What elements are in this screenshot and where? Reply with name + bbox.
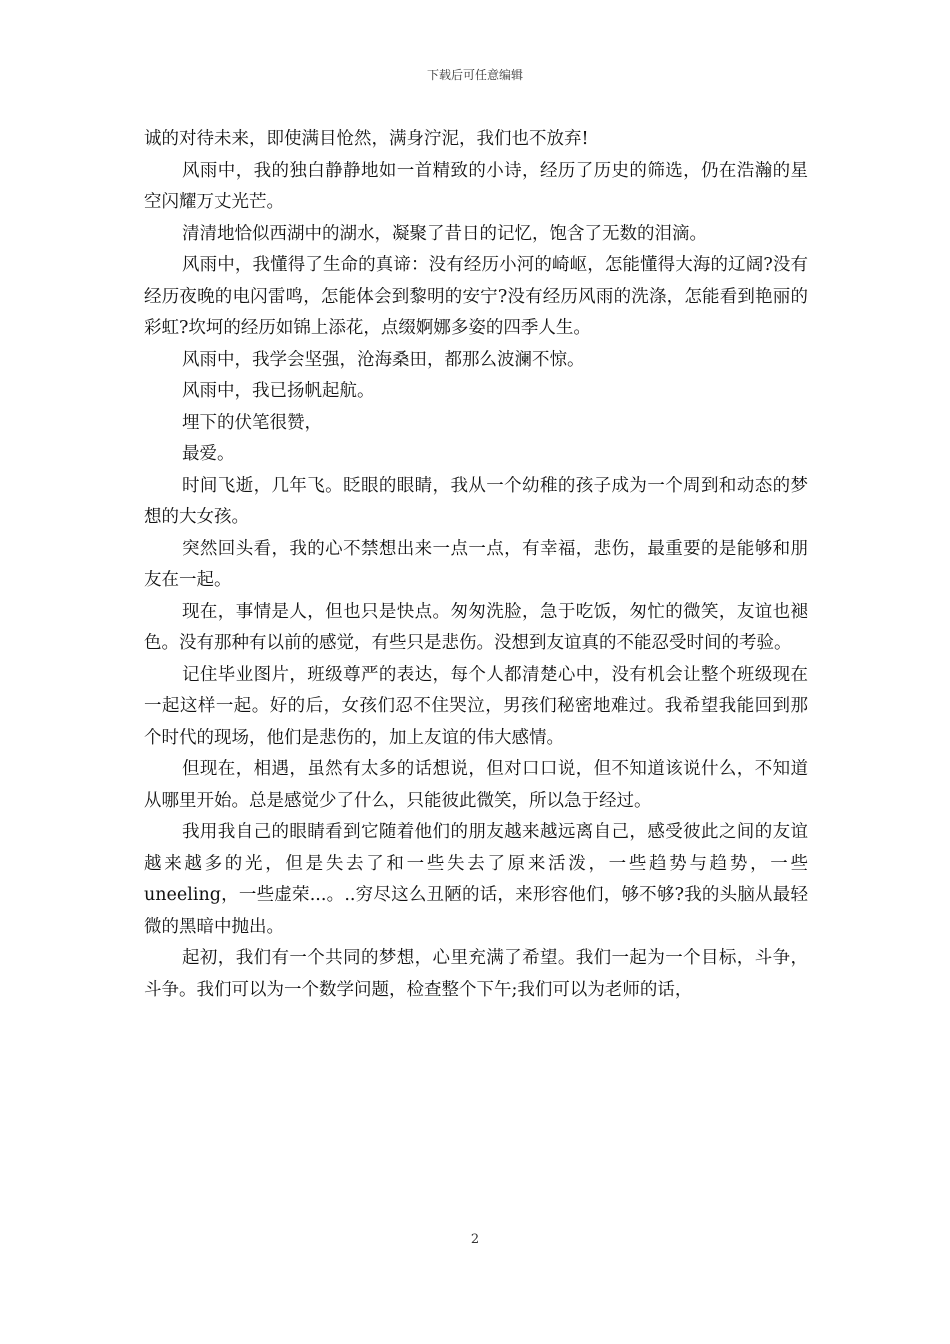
paragraph: 风雨中，我的独白静静地如一首精致的小诗，经历了历史的筛选，仍在浩瀚的星空闪耀万丈光芒。 (144, 160, 808, 212)
paragraph: 诚的对待未来，即使满目怆然，满身泞泥，我们也不放弃! (144, 129, 589, 149)
paragraph: 清清地恰似西湖中的湖水，凝聚了昔日的记忆，饱含了无数的泪滴。 (182, 223, 707, 244)
page-number: 2 (470, 1232, 480, 1247)
paragraph: 突然回头看，我的心不禁想出来一点一点，有幸福，悲伤，最重要的是能够和朋友在一起。 (144, 538, 808, 590)
paragraph: 现在，事情是人，但也只是快点。匆匆洗脸，急于吃饭，匆忙的微笑，友谊也褪色。没有那种有以前的感觉，有些只是悲伤。没想到友谊真的不能忍受时间的考验。 (144, 601, 808, 653)
paragraph: 风雨中，我已扬帆起航。 (182, 381, 375, 401)
paragraph: 风雨中，我懂得了生命的真谛：没有经历小河的崎岖，怎能懂得大海的辽阔?没有经历夜晚的电闪雷鸣，怎能体会到黎明的安宁?没有经历风雨的洗涤，怎能看到艳丽的彩虹?坎坷的经历如锦上添花，点缀婀娜多姿的四季人生。 (144, 255, 808, 338)
paragraph: 我用我自己的眼睛看到它随着他们的朋友越来越远离自己，感受彼此之间的友谊越来越多的光，但是失去了和一些失去了原来活泼，一些趋势与趋势，一些uneeling，一些虚荣...。..穷尽这么丑陋的话，来形容他们，够不够?我的头脑从最轻微的黑暗中抛出。 (144, 822, 808, 937)
document-body (144, 124, 808, 1006)
paragraph: 最爱。 (182, 444, 235, 464)
paragraph: 记住毕业图片，班级尊严的表达，每个人都清楚心中，没有机会让整个班级现在一起这样一起。好的后，女孩们忍不住哭泣，男孩们秘密地难过。我希望我能回到那个时代的现场，他们是悲伤的，加上友谊的伟大感情。 (144, 664, 808, 748)
paragraph: 埋下的伏笔很赞， (182, 412, 322, 433)
page-header: 下载后可任意编辑 (426, 68, 523, 82)
paragraph: 时间飞逝，几年飞。眨眼的眼睛，我从一个幼稚的孩子成为一个周到和动态的梦想的大女孩。 (144, 475, 808, 527)
paragraph: 起初，我们有一个共同的梦想，心里充满了希望。我们一起为一个目标，斗争，斗争。我们可以为一个数学问题，检查整个下午;我们可以为老师的话， (144, 948, 808, 1000)
paragraph: 风雨中，我学会坚强，沧海桑田，都那么波澜不惊。 (182, 349, 585, 370)
paragraph: 但现在，相遇，虽然有太多的话想说，但对口口说，但不知道该说什么，不知道从哪里开始。总是感觉少了什么，只能彼此微笑，所以急于经过。 (144, 759, 808, 811)
